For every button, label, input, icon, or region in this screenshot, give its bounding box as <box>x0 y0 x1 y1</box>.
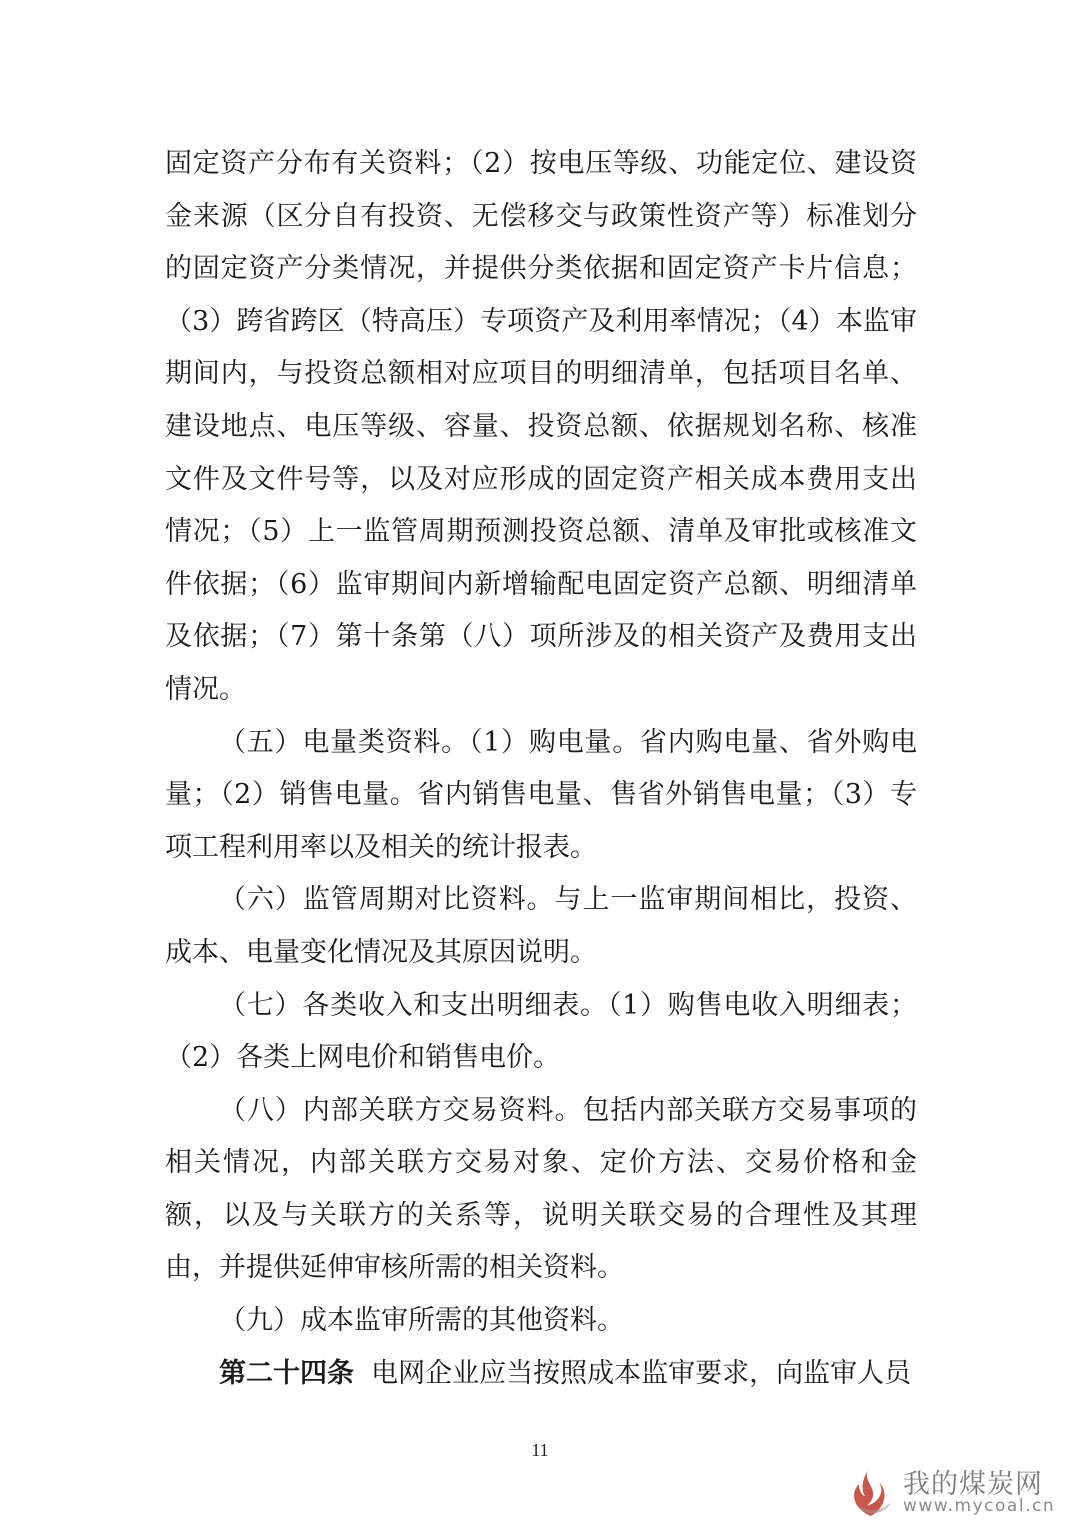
paragraph-income-expense: （七）各类收入和支出明细表。（1）购售电收入明细表；（2）各类上网电价和销售电价。 <box>165 989 917 1074</box>
document-body <box>165 138 917 1400</box>
watermark-url: www.mycoal.cn <box>903 1496 1056 1516</box>
paragraph-related-party: （八）内部关联方交易资料。包括内部关联方交易事项的相关情况，内部关联方交易对象、定价方法、交易价格和金额，以及与关联方的关系等，说明关联交易的合理性及其理由，并提供延伸审核所需的相关资料。 <box>165 1094 917 1284</box>
page-number: 11 <box>531 1440 549 1460</box>
paragraph-other-data: （九）成本监审所需的其他资料。 <box>219 1305 624 1337</box>
paragraph-article-24 <box>165 1348 917 1401</box>
flame-logo-icon <box>845 1462 897 1520</box>
article-heading: 第二十四条 <box>219 1357 354 1389</box>
article-text: 电网企业应当按照成本监审要求，向监审人员 <box>371 1357 912 1389</box>
paragraph-continuation: 固定资产分布有关资料；（2）按电压等级、功能定位、建设资金来源（区分自有投资、无偿移交与政策性资产等）标准划分的固定资产分类情况，并提供分类依据和固定资产卡片信息；（3）跨省跨区（特高压）专项资产及利用率情况；（4）本监审期间内，与投资总额相对应项目的明细清单，包括项目名单、建设地点、电压等级、容量、投资总额、依据规划名称、核准文件及文件号等，以及对应形成的固定资产相关成本费用支出情况；（5）上一监管周期预测投资总额、清单及审批或核准文件依据；（6）监审期间内新增输配电固定资产总额、明细清单及依据；（7）第十条第（八）项所涉及的相关资产及费用支出情况。 <box>165 148 917 705</box>
paragraph-electricity-data: （五）电量类资料。（1）购电量。省内购电量、省外购电量；（2）销售电量。省内销售电量、售省外销售电量；（3）专项工程利用率以及相关的统计报表。 <box>165 726 917 863</box>
watermark <box>845 1462 1070 1520</box>
paragraph-period-comparison: （六）监管周期对比资料。与上一监审期间相比，投资、成本、电量变化情况及其原因说明。 <box>165 884 917 968</box>
watermark-name: 我的煤炭网 <box>903 1469 1043 1500</box>
